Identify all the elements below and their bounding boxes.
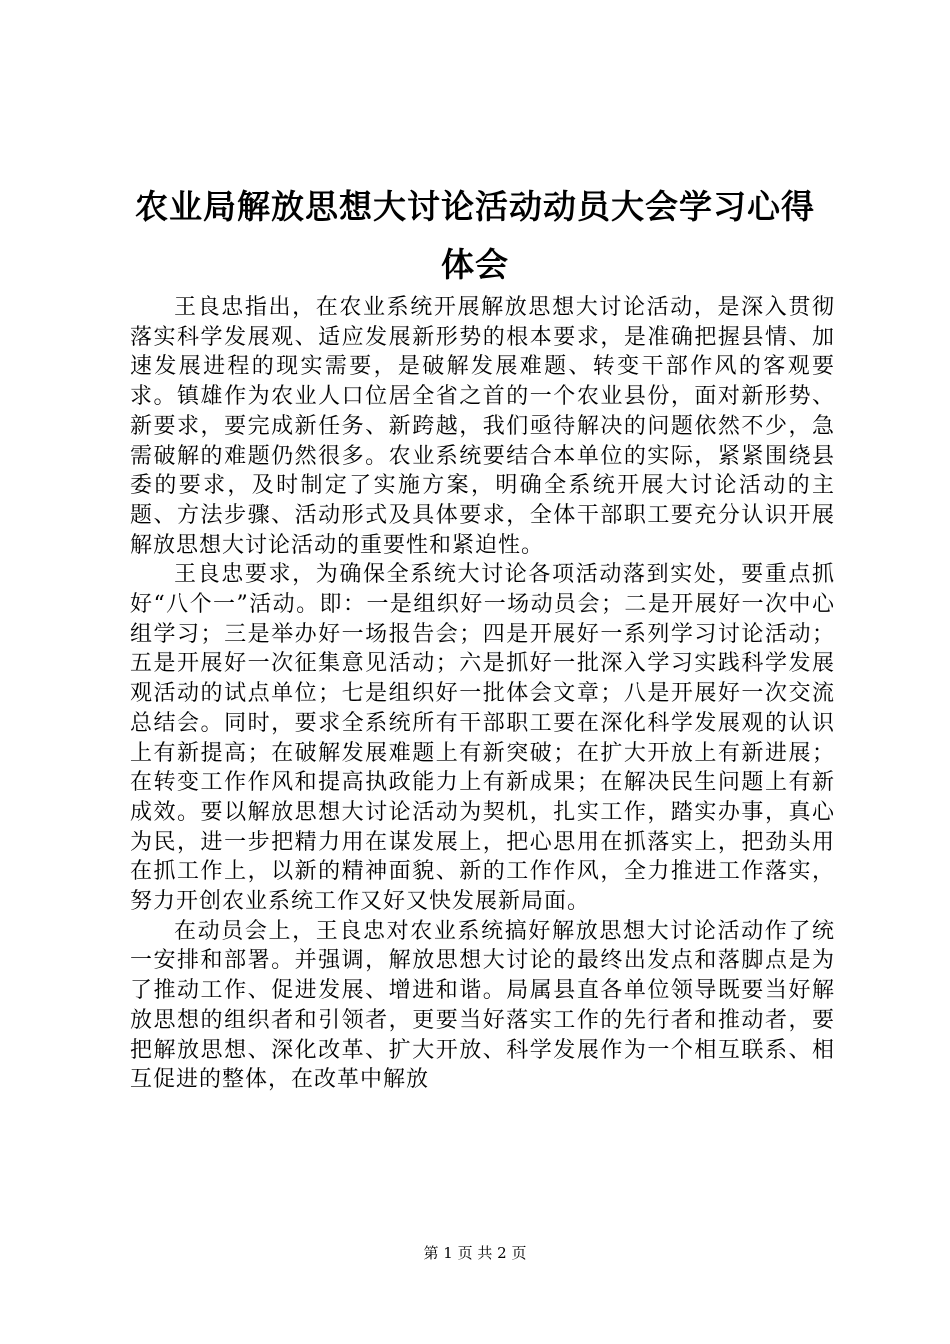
document-body bbox=[130, 293, 835, 1095]
page-footer bbox=[0, 1243, 950, 1263]
paragraph-1: 王良忠指出，在农业系统开展解放思想大讨论活动，是深入贯彻落实科学发展观、适应发展新形势的根本要求，是准确把握县情、加速发展进程的现实需要，是破解发展难题、转变干部作风的客观要求。镇雄作为农业人口位居全省之首的一个农业县份，面对新形势、新要求，要完成新任务、新跨越，我们亟待解决的问题依然不少，急需破解的难题仍然很多。农业系统要结合本单位的实际，紧紧围绕县委的要求，及时制定了实施方案，明确全系统开展大讨论活动的主题、方法步骤、活动形式及具体要求，全体干部职工要充分认识开展解放思想大讨论活动的重要性和紧迫性。 bbox=[130, 295, 835, 558]
paragraph-3: 在动员会上，王良忠对农业系统搞好解放思想大讨论活动作了统一安排和部署。并强调，解放思想大讨论的最终出发点和落脚点是为了推动工作、促进发展、增进和谐。局属县直各单位领导既要当好解放思想的组织者和引领者，更要当好落实工作的先行者和推动者，要把解放思想、深化改革、扩大开放、科学发展作为一个相互联系、相互促进的整体，在改革中解放 bbox=[130, 918, 835, 1093]
page-number-label: 第 1 页 共 2 页 bbox=[423, 1244, 527, 1262]
document-title bbox=[100, 178, 850, 294]
title-line-2: 体会 bbox=[441, 245, 509, 284]
paragraph-2: 王良忠要求，为确保全系统大讨论各项活动落到实处，要重点抓好“八个一”活动。即：一是组织好一场动员会；二是开展好一次中心组学习；三是举办好一场报告会；四是开展好一系列学习讨论活动；五是开展好一次征集意见活动；六是抓好一批深入学习实践科学发展观活动的试点单位；七是组织好一批体会文章；八是开展好一次交流总结会。同时，要求全系统所有干部职工要在深化科学发展观的认识上有新提高；在破解发展难题上有新突破；在扩大开放上有新进展；在转变工作作风和提高执政能力上有新成果；在解决民生问题上有新成效。要以解放思想大讨论活动为契机，扎实工作，踏实办事，真心为民，进一步把精力用在谋发展上，把心思用在抓落实上，把劲头用在抓工作上，以新的精神面貌、新的工作作风，全力推进工作落实，努力开创农业系统工作又好又快发展新局面。 bbox=[130, 562, 835, 915]
title-line-1: 农业局解放思想大讨论活动动员大会学习心得 bbox=[135, 187, 815, 226]
